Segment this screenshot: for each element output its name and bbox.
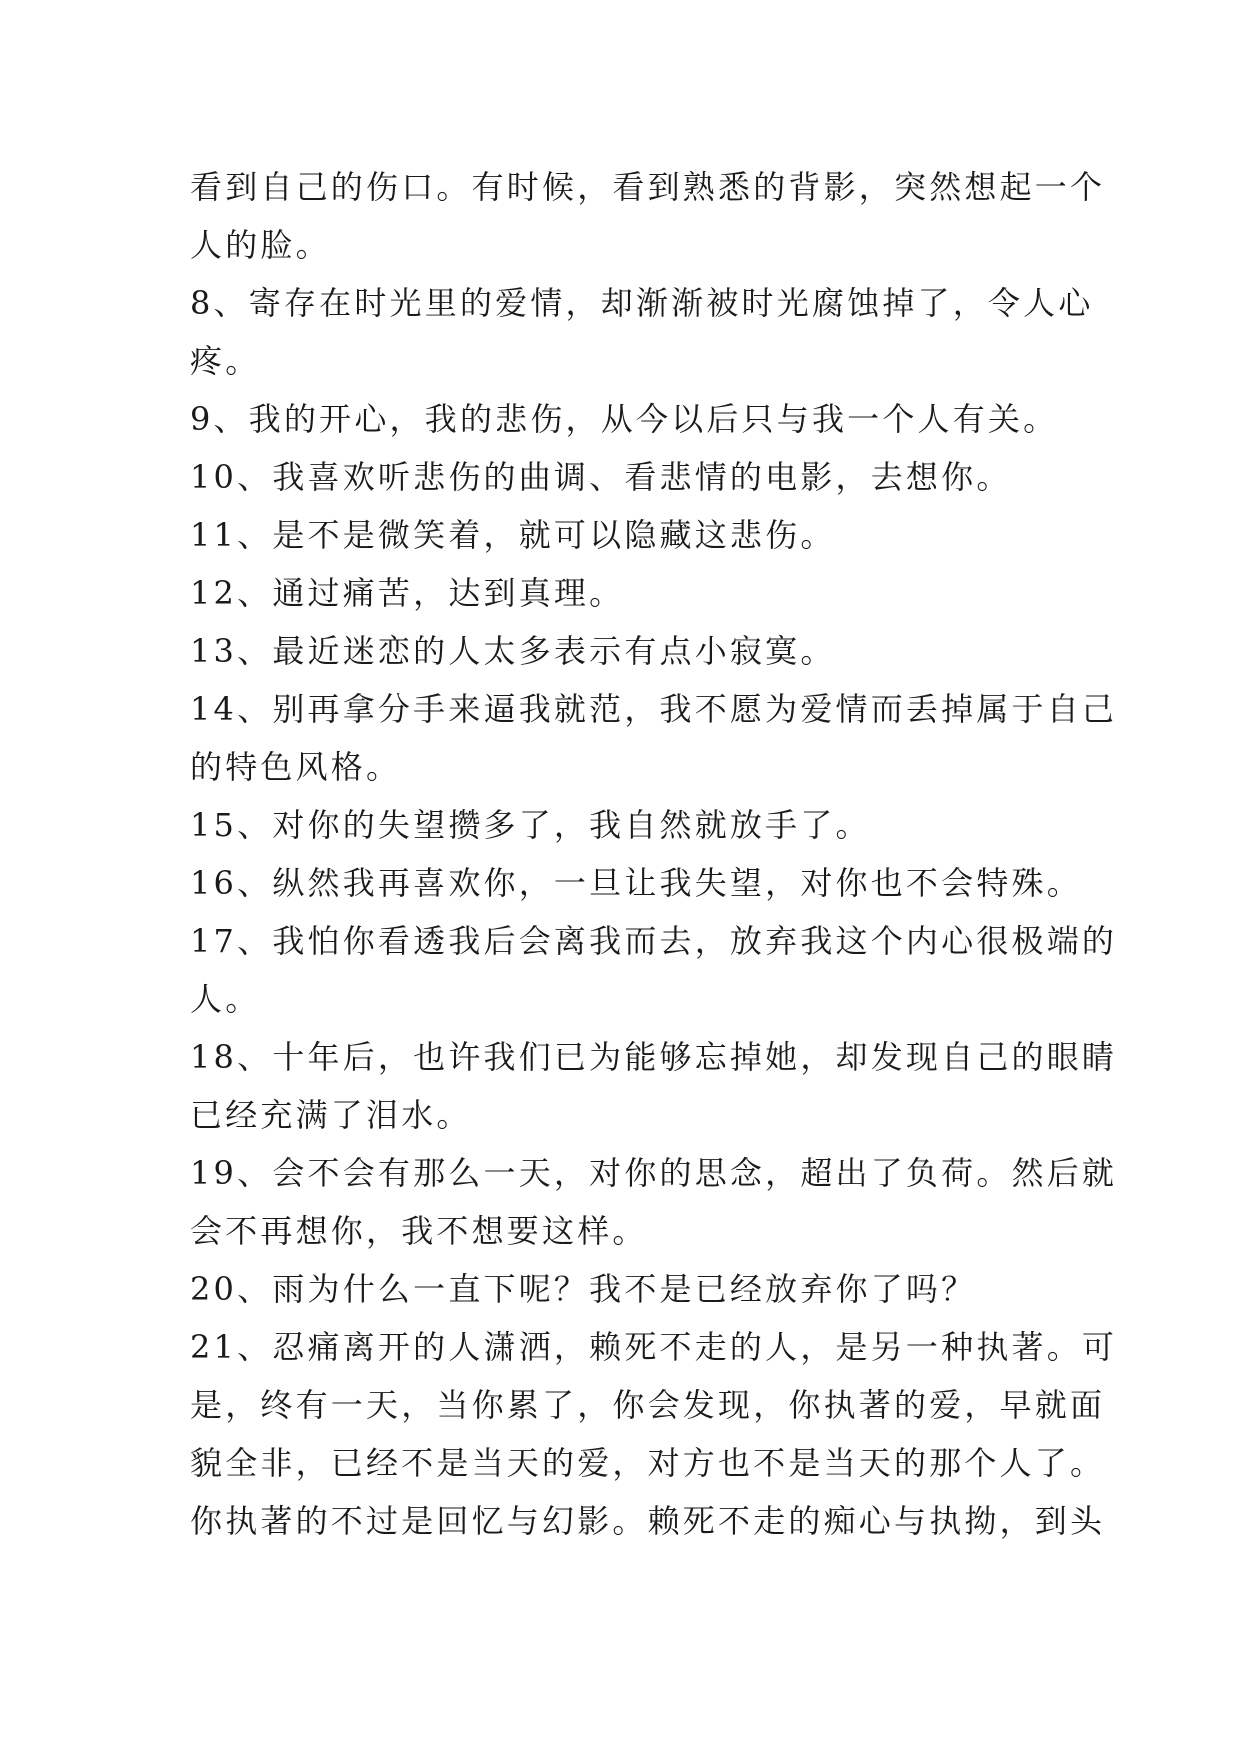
text-line: 是，终有一天，当你累了，你会发现，你执著的爱，早就面	[190, 1386, 1106, 1424]
text-line: 16、纵然我再喜欢你，一旦让我失望，对你也不会特殊。	[190, 864, 1082, 902]
text-line: 看到自己的伤口。有时候，看到熟悉的背影，突然想起一个	[190, 168, 1106, 206]
text-line: 8、寄存在时光里的爱情，却渐渐被时光腐蚀掉了，令人心	[190, 284, 1094, 322]
text-line: 人的脸。	[190, 226, 331, 264]
text-line: 17、我怕你看透我后会离我而去，放弃我这个内心很极端的	[190, 922, 1118, 960]
text-line: 的特色风格。	[190, 748, 402, 786]
text-line: 10、我喜欢听悲伤的曲调、看悲情的电影，去想你。	[190, 458, 1012, 496]
text-line: 貌全非，已经不是当天的爱，对方也不是当天的那个人了。	[190, 1444, 1106, 1482]
text-line: 疼。	[190, 342, 261, 380]
text-line: 14、别再拿分手来逼我就范，我不愿为爱情而丢掉属于自己	[190, 690, 1118, 728]
text-line: 19、会不会有那么一天，对你的思念，超出了负荷。然后就	[190, 1154, 1118, 1192]
text-line: 人。	[190, 980, 261, 1018]
text-line: 11、是不是微笑着，就可以隐藏这悲伤。	[190, 516, 836, 554]
text-line: 你执著的不过是回忆与幻影。赖死不走的痴心与执拗，到头	[190, 1502, 1106, 1540]
text-line: 9、我的开心，我的悲伤，从今以后只与我一个人有关。	[190, 400, 1059, 438]
text-line: 20、雨为什么一直下呢？我不是已经放弃你了吗？	[190, 1270, 977, 1308]
body-text	[190, 158, 1118, 1550]
text-line: 18、十年后，也许我们已为能够忘掉她，却发现自己的眼睛	[190, 1038, 1118, 1076]
text-line: 会不再想你，我不想要这样。	[190, 1212, 648, 1250]
text-line: 21、忍痛离开的人潇洒，赖死不走的人，是另一种执著。可	[190, 1328, 1118, 1366]
text-line: 12、通过痛苦，达到真理。	[190, 574, 625, 612]
text-line: 15、对你的失望攒多了，我自然就放手了。	[190, 806, 871, 844]
text-line: 13、最近迷恋的人太多表示有点小寂寞。	[190, 632, 836, 670]
text-line: 已经充满了泪水。	[190, 1096, 472, 1134]
